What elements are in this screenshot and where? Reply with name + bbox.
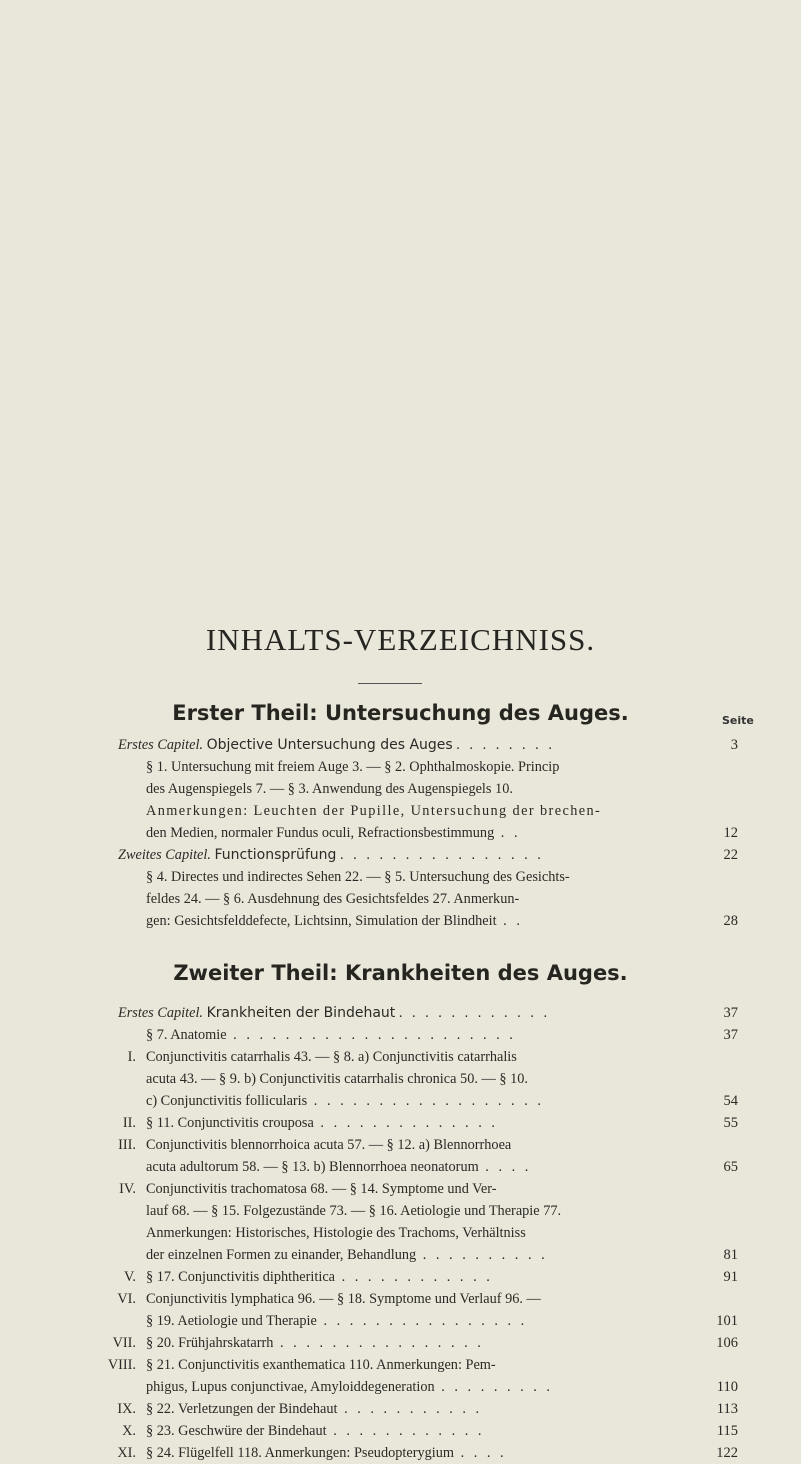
chapter-line <box>118 844 544 866</box>
toc-line: § 23. Geschwüre der Bindehaut . . . . . . . . . . . . <box>146 1423 485 1439</box>
roman-numeral: I. <box>127 1049 136 1065</box>
roman-numeral: IV. <box>119 1181 136 1197</box>
part2-heading: Zweiter Theil: Krankheiten des Auges. <box>173 961 628 985</box>
roman-numeral: VII. <box>112 1335 136 1351</box>
toc-line: § 7. Anatomie . . . . . . . . . . . . . . . . . . . . . . <box>146 1027 516 1043</box>
toc-line: § 24. Flügelfell 118. Anmerkungen: Pseudopterygium . . . . <box>146 1445 507 1461</box>
page-number: 91 <box>723 1269 738 1285</box>
toc-line: feldes 24. — § 6. Ausdehnung des Gesichtsfeldes 27. Anmerkun- <box>146 891 520 907</box>
leader-dots: . . . . . . . . . . . . <box>398 1005 551 1021</box>
page-number: 54 <box>723 1093 738 1109</box>
toc-line: phigus, Lupus conjunctivae, Amyloiddegeneration . . . . . . . . . <box>146 1379 554 1395</box>
toc-line: gen: Gesichtsfelddefecte, Lichtsinn, Simulation der Blindheit . . <box>146 913 523 929</box>
toc-line: § 21. Conjunctivitis exanthematica 110. Anmerkungen: Pem- <box>146 1357 496 1373</box>
toc-line: § 4. Directes und indirectes Sehen 22. — § 5. Untersuchung des Gesichts- <box>146 869 570 885</box>
toc-line: Anmerkungen: Historisches, Histologie des Trachoms, Verhältniss <box>146 1225 526 1241</box>
toc-line: Anmerkungen: Leuchten der Pupille, Untersuchung der brechen- <box>146 803 602 819</box>
chapter-title: Krankheiten der Bindehaut <box>206 1005 396 1021</box>
page-number: 55 <box>723 1115 738 1131</box>
page-number: 28 <box>723 913 738 929</box>
page-title: INHALTS-VERZEICHNISS. <box>205 622 596 657</box>
seite-label: Seite <box>722 714 754 727</box>
toc-line: § 17. Conjunctivitis diphtheritica . . . . . . . . . . . . <box>146 1269 493 1285</box>
chapter-line <box>118 1002 550 1024</box>
toc-line: den Medien, normaler Fundus oculi, Refractionsbestimmung . . <box>146 825 521 841</box>
toc-line: § 19. Aetiologie und Therapie . . . . . . . . . . . . . . . . <box>146 1313 528 1329</box>
roman-numeral: XI. <box>117 1445 136 1461</box>
page-number: 115 <box>716 1423 738 1439</box>
toc-line: Conjunctivitis blennorrhoica acuta 57. — § 12. a) Blennorrhoea <box>146 1137 512 1153</box>
page-number: 122 <box>716 1445 738 1461</box>
toc-line: § 22. Verletzungen der Bindehaut . . . . . . . . . . . <box>146 1401 483 1417</box>
page-number: 110 <box>716 1379 738 1395</box>
toc-line: Conjunctivitis lymphatica 96. — § 18. Symptome und Verlauf 96. — <box>146 1291 541 1307</box>
toc-line: § 1. Untersuchung mit freiem Auge 3. — § 2. Ophthalmoskopie. Princip <box>146 759 560 775</box>
page-number: 37 <box>723 1027 738 1043</box>
page-number: 65 <box>723 1159 738 1175</box>
toc-line: § 20. Frühjahrskatarrh . . . . . . . . . . . . . . . . <box>146 1335 484 1351</box>
toc-line: Conjunctivitis catarrhalis 43. — § 8. a) Conjunctivitis catarrhalis <box>146 1049 517 1065</box>
roman-numeral: V. <box>123 1269 136 1285</box>
page-number: 106 <box>716 1335 738 1351</box>
chapter-title: Functionsprüfung <box>214 847 337 863</box>
title-rule <box>358 683 422 684</box>
toc-line: Conjunctivitis trachomatosa 68. — § 14. Symptome und Ver- <box>146 1181 497 1197</box>
chapter-line <box>118 734 555 756</box>
chapter-label: Zweites Capitel. <box>118 847 211 863</box>
roman-numeral: III. <box>118 1137 136 1153</box>
toc-line: acuta adultorum 58. — § 13. b) Blennorrhoea neonatorum . . . . <box>146 1159 532 1175</box>
part1-heading: Erster Theil: Untersuchung des Auges. <box>172 701 629 725</box>
roman-numeral: VIII. <box>107 1357 136 1373</box>
roman-numeral: X. <box>122 1423 136 1439</box>
roman-numeral: VI. <box>117 1291 136 1307</box>
page-number: 3 <box>730 737 738 753</box>
page-number: 12 <box>723 825 738 841</box>
toc-line: des Augenspiegels 7. — § 3. Anwendung des Augenspiegels 10. <box>146 781 513 797</box>
toc-line: c) Conjunctivitis follicularis . . . . . . . . . . . . . . . . . . <box>146 1093 544 1109</box>
roman-numeral: IX. <box>117 1401 136 1417</box>
page-number: 22 <box>723 847 738 863</box>
page-number: 113 <box>716 1401 738 1417</box>
roman-numeral: II. <box>122 1115 136 1131</box>
chapter-title: Objective Untersuchung des Auges <box>206 737 453 753</box>
chapter-label: Erstes Capitel. <box>118 737 203 753</box>
leader-dots: . . . . . . . . <box>456 737 555 753</box>
page-number: 37 <box>723 1005 738 1021</box>
toc-line: lauf 68. — § 15. Folgezustände 73. — § 16. Aetiologie und Therapie 77. <box>146 1203 562 1219</box>
page-number: 101 <box>716 1313 738 1329</box>
toc-line: § 11. Conjunctivitis crouposa . . . . . . . . . . . . . . <box>146 1115 498 1131</box>
leader-dots: . . . . . . . . . . . . . . . . <box>340 847 544 863</box>
page-number: 81 <box>723 1247 738 1263</box>
toc-line: acuta 43. — § 9. b) Conjunctivitis catarrhalis chronica 50. — § 10. <box>146 1071 528 1087</box>
chapter-label: Erstes Capitel. <box>118 1005 203 1021</box>
toc-line: der einzelnen Formen zu einander, Behandlung . . . . . . . . . . <box>146 1247 548 1263</box>
